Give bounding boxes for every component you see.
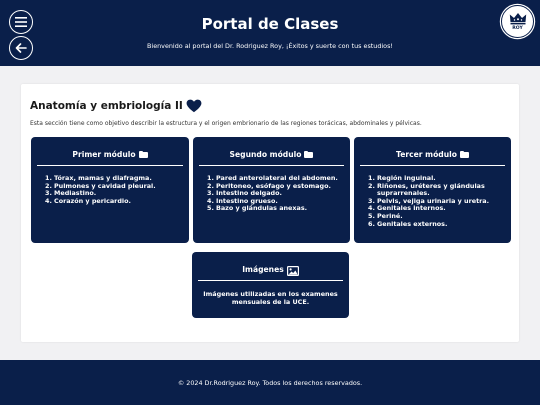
folder-icon <box>460 151 469 158</box>
list-item: 1. Tórax, mamas y diafragma. <box>45 174 152 182</box>
image-icon <box>287 266 299 276</box>
course-section <box>21 84 519 342</box>
list-item: 3. Pelvis, vejiga urinaria y uretra. <box>368 196 490 205</box>
list-item: 4. Intestino grueso. <box>207 196 278 205</box>
folder-icon <box>304 151 313 158</box>
module-card-primer[interactable] <box>31 137 189 243</box>
card-title: Segundo módulo <box>229 150 302 159</box>
list-item: 2. Pulmones y cavidad pleural. <box>45 181 156 190</box>
list-item: 1. Región inguinal. <box>368 174 436 182</box>
section-title-text: Anatomía y embriología II <box>30 100 183 112</box>
module-topic-list <box>368 175 505 228</box>
module-card-segundo[interactable] <box>193 137 350 243</box>
section-title <box>30 99 202 113</box>
module-card-tercer[interactable] <box>354 137 511 243</box>
copyright-text: © 2024 Dr.Rodriguez Roy. Todos los derechos reservados. <box>177 379 363 387</box>
site-header <box>0 0 540 66</box>
list-item: 5. Periné. <box>368 211 403 220</box>
section-description: Esta sección tiene como objetivo describir la estructura y el origen embrionario de las regiones torácicas, abdominales y pélvicas. <box>30 120 422 127</box>
list-item: 4. Corazón y pericardio. <box>45 196 131 205</box>
list-item: 6. Genitales externos. <box>368 219 448 228</box>
module-topic-list <box>207 175 344 213</box>
list-item: 1. Pared anterolateral del abdomen. <box>207 174 338 182</box>
welcome-subtitle: Bienvenido al portal del Dr. Rodriguez Roy, ¡Éxitos y suerte con tus estudios! <box>147 42 393 50</box>
list-item: 4. Genitales internos. <box>368 204 446 213</box>
card-header <box>199 150 344 166</box>
card-header <box>37 150 183 166</box>
card-title: Imágenes <box>242 265 284 274</box>
card-header <box>198 265 343 281</box>
card-header <box>360 150 505 166</box>
logo[interactable] <box>501 5 534 38</box>
module-topic-list <box>45 175 183 205</box>
list-item: 5. Bazo y glándulas anexas. <box>207 204 308 213</box>
list-item: 3. Intestino delgado. <box>207 189 282 198</box>
logo-text: ROY <box>512 26 523 31</box>
list-item: 3. Mediastino. <box>45 189 97 198</box>
list-item: 2. Peritoneo, esófago y estomago. <box>207 181 331 190</box>
card-title: Tercer módulo <box>396 150 457 159</box>
images-card[interactable] <box>192 252 349 318</box>
page-title: Portal de Clases <box>201 15 339 33</box>
list-item: 2. Riñones, uréteres y glándulas suprarrenales. <box>368 181 485 198</box>
folder-icon <box>139 151 148 158</box>
site-footer <box>0 360 540 405</box>
images-description: Imágenes utilizadas en los examenes mensuales de la UCE. <box>203 290 338 307</box>
crown-icon <box>509 12 527 25</box>
card-title: Primer módulo <box>72 150 136 159</box>
heart-icon <box>186 99 202 113</box>
